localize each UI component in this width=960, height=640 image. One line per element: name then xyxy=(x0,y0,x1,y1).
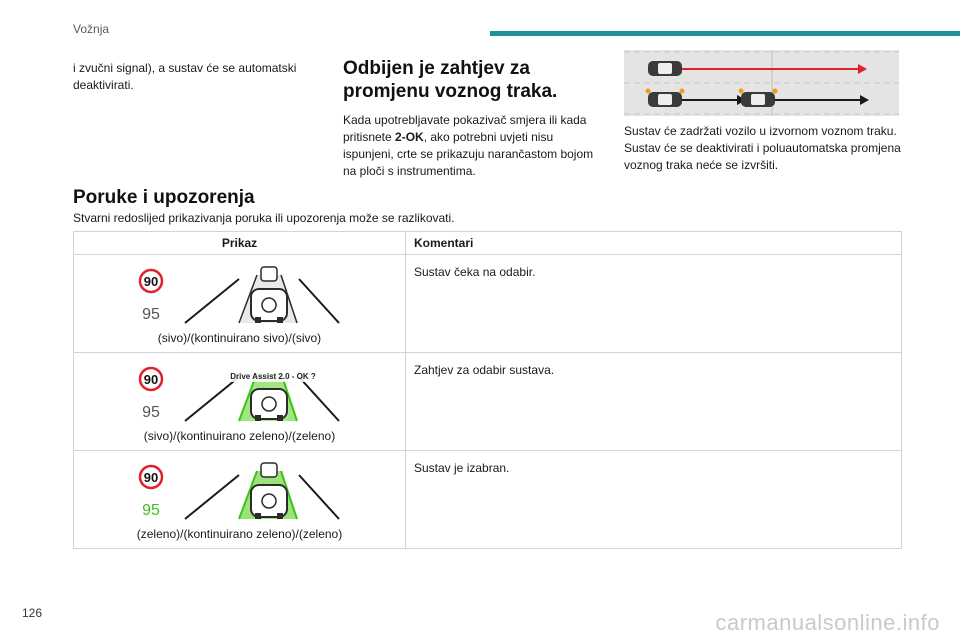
section-heading: Odbijen je zahtjev za promjenu voznog traka. xyxy=(343,58,558,102)
table-row xyxy=(74,255,902,353)
diagram-explanation: Sustav će zadržati vozilo u izvornom voznom traku. Sustav će se deaktivirati i poluautomatska promjena voznog traka neće se izvršiti. xyxy=(624,124,901,172)
watermark: carmanualsonline.info xyxy=(715,610,940,635)
column-header-comment: Komentari xyxy=(406,232,902,255)
lane-change-refused-section xyxy=(343,57,603,180)
comment-cell: Sustav je izabran. xyxy=(406,451,902,549)
comment-cell: Zahtjev za odabir sustava. xyxy=(406,353,902,451)
lane-change-diagram xyxy=(624,50,899,116)
button-name: 2-OK xyxy=(395,130,424,144)
lane-line-left xyxy=(185,475,239,519)
set-speed-value: 95 xyxy=(141,502,160,519)
display-caption: (sivo)/(kontinuirano zeleno)/(zeleno) xyxy=(143,429,336,443)
section-paragraph: Kada upotrebljavate pokazivač smjera ili kada pritisnete 2-OK, ako potrebni uvjeti nisu ispunjeni, crte se prikazuju narančastom bojom na ploči s instrumentima. xyxy=(343,113,594,178)
lane-line-left xyxy=(185,279,239,323)
continued-text: i zvučni signal), a sustav će se automatski deaktivirati. xyxy=(73,61,297,92)
dashboard-display-image xyxy=(135,265,345,329)
messages-section-subtitle: Stvarni redoslijed prikazivanja poruka ili upozorenja može se razlikovati. xyxy=(73,211,455,225)
lane-line-right xyxy=(299,475,339,519)
column-header-display: Prikaz xyxy=(74,232,406,255)
messages-section-title: Poruke i upozorenja xyxy=(73,187,255,208)
table-row xyxy=(74,451,902,549)
car-rear-icon xyxy=(251,389,287,421)
display-caption: (sivo)/(kontinuirano sivo)/(sivo) xyxy=(157,331,322,345)
page-number: 126 xyxy=(22,606,43,620)
lane-line-right xyxy=(299,279,339,323)
set-speed-value: 95 xyxy=(141,404,160,421)
car-icon xyxy=(648,61,682,76)
table-header-row xyxy=(74,232,902,255)
speed-limit-value: 90 xyxy=(143,274,158,289)
speed-limit-value: 90 xyxy=(143,470,158,485)
lane-diagram-svg xyxy=(624,50,899,116)
table-row xyxy=(74,353,902,451)
messages-table xyxy=(73,231,902,549)
chapter-accent-bar xyxy=(490,31,960,36)
lane-line-right xyxy=(299,377,339,421)
display-cell xyxy=(74,451,406,549)
display-cell xyxy=(74,255,406,353)
chapter-title: Vožnja xyxy=(73,22,110,36)
drive-assist-prompt: Drive Assist 2.0 - OK ? xyxy=(229,372,316,381)
speed-limit-value: 90 xyxy=(143,372,158,387)
comment-cell: Sustav čeka na odabir. xyxy=(406,255,902,353)
display-cell xyxy=(74,353,406,451)
set-speed-value: 95 xyxy=(141,306,160,323)
dashboard-display-image xyxy=(135,461,345,525)
dashboard-display-image xyxy=(135,363,345,427)
display-caption: (zeleno)/(kontinuirano zeleno)/(zeleno) xyxy=(136,527,343,541)
lane-line-left xyxy=(185,377,239,421)
